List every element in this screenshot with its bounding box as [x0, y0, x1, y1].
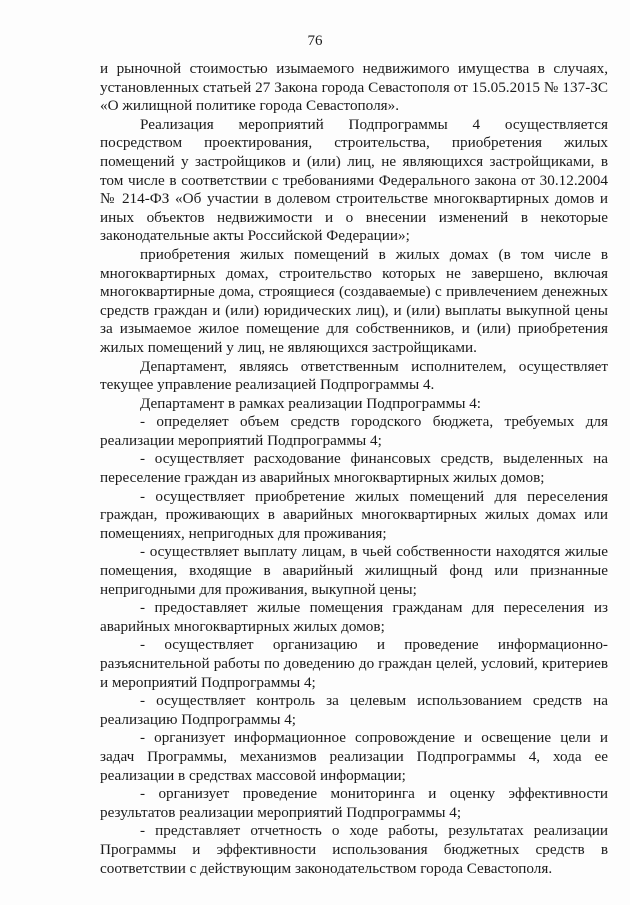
paragraph-department-role: Департамент, являясь ответственным исполнителем, осуществляет текущее управление реализацией Подпрограммы 4. [100, 357, 608, 394]
list-item-control: - осуществляет контроль за целевым использованием средств на реализацию Подпрограммы 4; [100, 692, 608, 728]
page-number: 76 [307, 33, 323, 49]
paragraph-continuation: и рыночной стоимостью изымаемого недвижимого имущества в случаях, установленных статьей 27 Закона города Севастополя от 15.05.2015 № 137-ЗС «О жилищной политике города Севастополя». [100, 60, 608, 115]
list-item-monitoring: - организует проведение мониторинга и оценку эффективности результатов реализации мероприятий Подпрограммы 4; [100, 785, 608, 821]
list-item-reporting: - представляет отчетность о ходе работы, результатах реализации Программы и эффективности использования бюджетных средств в соответствии с действующим законодательством города Севастополя. [100, 822, 608, 877]
list-item-housing: - предоставляет жилые помещения гражданам для переселения из аварийных многоквартирных жилых домов; [100, 599, 608, 635]
list-item-purchase: - осуществляет приобретение жилых помещений для переселения граждан, проживающих в аварийных многоквартирных жилых домах или помещениях, непригодных для проживания; [100, 487, 608, 542]
list-item-expenditure: - осуществляет расходование финансовых средств, выделенных на переселение граждан из аварийных многоквартирных жилых домов; [100, 450, 608, 487]
list-item-payment: - осуществляет выплату лицам, в чьей собственности находятся жилые помещения, входящие в аварийный жилищный фонд или признанные непригодными для проживания, выкупной цены; [100, 543, 608, 598]
list-item-outreach: - осуществляет организацию и проведение информационно-разъяснительной работы по доведению до граждан целей, условий, критериев и мероприятий Подпрограммы 4; [100, 636, 608, 691]
body-text [100, 60, 608, 878]
list-item-media: - организует информационное сопровождение и освещение цели и задач Программы, механизмов реализации Подпрограммы 4, хода ее реализации в средствах массовой информации; [100, 729, 608, 784]
list-item-budget: - определяет объем средств городского бюджета, требуемых для реализации мероприятий Подпрограммы 4; [100, 413, 608, 449]
paragraph-department-duties-intro: Департамент в рамках реализации Подпрограммы 4: [140, 394, 482, 412]
paragraph-acquisition: приобретения жилых помещений в жилых домах (в том числе в многоквартирных домах, строительство которых не завершено, включая многоквартирные дома, строящиеся (создаваемые) с привлечением денежных средств граждан и (или) юридических лиц), и (или) выплаты выкупной цены за изымаемое жилое помещение для собственников, и (или) приобретения жилых помещений у лиц, не являющихся застройщиками. [100, 245, 608, 356]
paragraph-implementation: Реализация мероприятий Подпрограммы 4 осуществляется посредством проектирования, строительства, приобретения жилых помещений у застройщиков и (или) лиц, не являющихся застройщиками, в том числе в соответствии с требованиями Федерального закона от 30.12.2004 № 214-ФЗ «Об участии в долевом строительстве многоквартирных домов и иных объектов недвижимости и о внесении изменений в некоторые законодательные акты Российской Федерации»; [100, 115, 608, 245]
